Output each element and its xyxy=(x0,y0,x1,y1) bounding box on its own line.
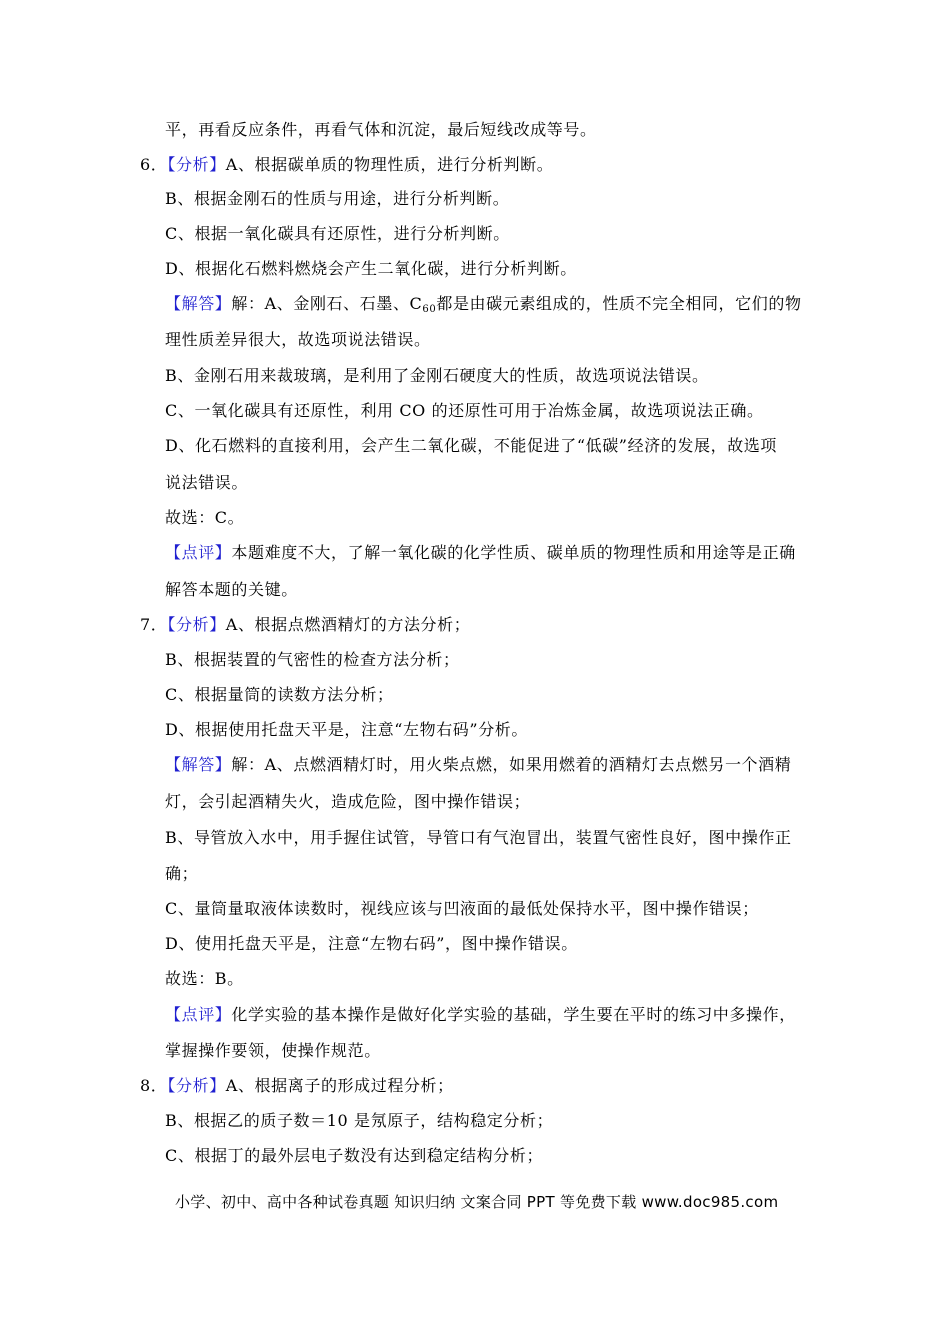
answer-tag: 【解答】 xyxy=(165,294,232,313)
text-line: C、量筒量取液体读数时，视线应该与凹液面的最低处保持水平，图中操作错误； xyxy=(165,899,759,918)
question-6-comment: 【点评】本题难度不大，了解一氧化碳的化学性质、碳单质的物理性质和用途等是正确 xyxy=(165,543,796,562)
question-8-analysis: 8．【分析】A、根据离子的形成过程分析； xyxy=(140,1076,454,1095)
comment-tag: 【点评】 xyxy=(165,543,232,562)
analysis-tag: 【分析】 xyxy=(167,615,226,634)
text-line: C、根据一氧化碳具有还原性，进行分析判断。 xyxy=(165,224,510,243)
text-line: D、使用托盘天平是，注意“左物右码”，图中操作错误。 xyxy=(165,934,578,953)
text-line: B、根据装置的气密性的检查方法分析； xyxy=(165,650,460,669)
text-line: 理性质差异很大，故选项说法错误。 xyxy=(165,330,431,349)
text-line: B、金刚石用来裁玻璃，是利用了金刚石硬度大的性质，故选项说法错误。 xyxy=(165,366,709,385)
text-line: 解答本题的关键。 xyxy=(165,580,298,599)
question-7-comment: 【点评】化学实验的基本操作是做好化学实验的基础，学生要在平时的练习中多操作， xyxy=(165,1005,796,1024)
text-line: C、根据丁的最外层电子数没有达到稳定结构分析； xyxy=(165,1146,544,1165)
question-6-analysis: 6．【分析】A、根据碳单质的物理性质，进行分析判断。 xyxy=(140,155,554,174)
question-6-answer: 【解答】解：A、金刚石、石墨、$C_{60}$都是由碳元素组成的，性质不完全相同，它们的物 xyxy=(165,294,802,315)
text-line: D、根据化石燃料燃烧会产生二氧化碳，进行分析判断。 xyxy=(165,259,577,278)
question-7-analysis: 7．【分析】A、根据点燃酒精灯的方法分析； xyxy=(140,615,471,634)
answer-tag: 【解答】 xyxy=(165,755,232,774)
text-line: D、化石燃料的直接利用，会产生二氧化碳，不能促进了“低碳”经济的发展，故选项 xyxy=(165,436,777,455)
text-line: B、根据金刚石的性质与用途，进行分析判断。 xyxy=(165,189,510,208)
analysis-tag: 【分析】 xyxy=(167,1076,226,1095)
text-line: 平，再看反应条件，再看气体和沉淀，最后短线改成等号。 xyxy=(165,120,597,139)
text-line: 故选：C。 xyxy=(165,508,245,527)
text-line: B、导管放入水中，用手握住试管，导管口有气泡冒出，装置气密性良好，图中操作正 xyxy=(165,828,792,847)
text-line: C、根据量筒的读数方法分析； xyxy=(165,685,394,704)
question-7-answer: 【解答】解：A、点燃酒精灯时，用火柴点燃，如果用燃着的酒精灯去点燃另一个酒精 xyxy=(165,755,792,774)
text-line: 说法错误。 xyxy=(165,473,249,492)
text-line: 故选：B。 xyxy=(165,969,244,988)
page-footer: 小学、初中、高中各种试卷真题 知识归纳 文案合同 PPT 等免费下载 www.doc985.com xyxy=(175,1193,779,1211)
text-line: 灯，会引起酒精失火，造成危险，图中操作错误； xyxy=(165,792,531,811)
text-line: 确； xyxy=(165,864,199,883)
comment-tag: 【点评】 xyxy=(165,1005,232,1024)
text-line: 掌握操作要领，使操作规范。 xyxy=(165,1041,381,1060)
text-line: C、一氧化碳具有还原性，利用 CO 的还原性可用于冶炼金属，故选项说法正确。 xyxy=(165,401,764,420)
text-line: D、根据使用托盘天平是，注意“左物右码”分析。 xyxy=(165,720,528,739)
analysis-tag: 【分析】 xyxy=(167,155,226,174)
text-line: B、根据乙的质子数＝10 是氖原子，结构稳定分析； xyxy=(165,1111,554,1130)
